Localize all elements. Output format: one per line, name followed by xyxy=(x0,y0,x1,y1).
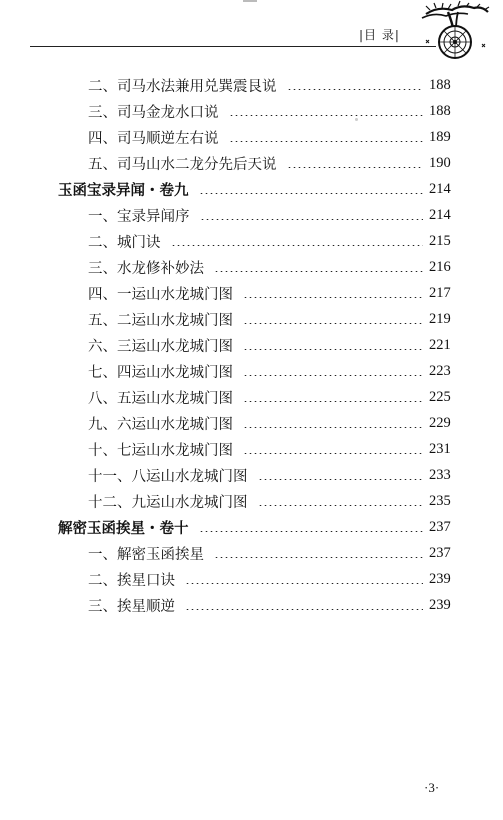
toc-entry-page: 214 xyxy=(429,180,451,197)
toc-entry-page: 233 xyxy=(429,466,451,483)
toc-entry xyxy=(0,202,503,228)
toc-entry xyxy=(0,462,503,488)
dot-leader xyxy=(287,158,424,168)
toc-entry-title: 三、挨星顺逆 xyxy=(88,598,175,615)
dot-leader xyxy=(258,496,424,506)
dot-leader xyxy=(200,210,424,220)
toc-entry-page: 223 xyxy=(429,362,451,379)
toc-entry-page: 214 xyxy=(429,206,451,223)
toc-entry-page: 235 xyxy=(429,492,451,509)
toc-entry-page: 215 xyxy=(429,232,451,249)
toc-entry-page: 231 xyxy=(429,440,451,457)
toc-entry-page: 225 xyxy=(429,388,451,405)
toc-entry xyxy=(0,280,503,306)
dot-leader xyxy=(258,470,424,480)
dot-leader xyxy=(243,366,423,376)
dot-leader xyxy=(199,522,424,532)
scan-smudge xyxy=(355,118,358,121)
toc-section-heading xyxy=(0,514,503,540)
toc-entry xyxy=(0,592,503,618)
toc-entry xyxy=(0,254,503,280)
toc-entry-title: 九、六运山水龙城门图 xyxy=(88,416,233,433)
toc-entry-title: 解密玉函挨星・卷十 xyxy=(58,519,189,537)
dot-leader xyxy=(185,600,423,610)
dot-leader xyxy=(229,106,424,116)
toc-entry-title: 四、司马顺逆左右说 xyxy=(88,130,219,147)
dot-leader xyxy=(243,392,423,402)
toc-entry-page: 219 xyxy=(429,310,451,327)
dot-leader xyxy=(243,418,423,428)
dot-leader xyxy=(214,262,423,272)
toc-entry xyxy=(0,124,503,150)
toc-entry-title: 三、司马金龙水口说 xyxy=(88,104,219,121)
toc-entry xyxy=(0,384,503,410)
toc-entry-title: 十一、八运山水龙城门图 xyxy=(88,468,248,485)
toc-entry-page: 237 xyxy=(429,544,451,561)
dot-leader xyxy=(199,184,424,194)
toc-entry-title: 一、宝录异闻序 xyxy=(88,208,190,225)
dot-leader xyxy=(243,340,423,350)
dot-leader xyxy=(185,574,423,584)
toc-entry-title: 玉函宝录异闻・卷九 xyxy=(58,181,189,199)
toc-entry-title: 八、五运山水龙城门图 xyxy=(88,390,233,407)
toc-entry-page: 188 xyxy=(429,76,451,93)
toc-entry xyxy=(0,72,503,98)
toc-entry-title: 二、司马水法兼用兑巽震艮说 xyxy=(88,78,277,95)
toc-entry xyxy=(0,228,503,254)
toc-entry-page: 188 xyxy=(429,102,451,119)
toc-entry-page: 190 xyxy=(429,154,451,171)
toc-entry xyxy=(0,332,503,358)
toc-entry-page: 239 xyxy=(429,570,451,587)
toc-entry-title: 五、司马山水二龙分先后天说 xyxy=(88,156,277,173)
toc-entry-title: 十二、九运山水龙城门图 xyxy=(88,494,248,511)
toc-entry-page: 216 xyxy=(429,258,451,275)
toc-entry-title: 二、城门诀 xyxy=(88,234,161,251)
toc-entry xyxy=(0,436,503,462)
dot-leader xyxy=(243,444,423,454)
toc-section-heading xyxy=(0,176,503,202)
dot-leader xyxy=(243,314,423,324)
toc-entry-page: 217 xyxy=(429,284,451,301)
toc-entry xyxy=(0,410,503,436)
toc-entry-title: 十、七运山水龙城门图 xyxy=(88,442,233,459)
toc-entry xyxy=(0,150,503,176)
page-number: ·3· xyxy=(424,780,440,795)
toc-entry-title: 四、一运山水龙城门图 xyxy=(88,286,233,303)
toc-entry-page: 237 xyxy=(429,518,451,535)
toc-entry-title: 七、四运山水龙城门图 xyxy=(88,364,233,381)
toc-entry xyxy=(0,540,503,566)
dot-leader xyxy=(287,80,424,90)
toc-entry-title: 三、水龙修补妙法 xyxy=(88,260,204,277)
toc-entry-page: 221 xyxy=(429,336,451,353)
toc-entry-title: 六、三运山水龙城门图 xyxy=(88,338,233,355)
toc-entry xyxy=(0,98,503,124)
toc-entry-page: 189 xyxy=(429,128,451,145)
toc-entry-title: 一、解密玉函挨星 xyxy=(88,546,204,563)
dot-leader xyxy=(243,288,423,298)
running-header: |目 录| xyxy=(359,28,400,42)
toc-entry-title: 二、挨星口诀 xyxy=(88,572,175,589)
toc-entry-page: 229 xyxy=(429,414,451,431)
toc-entry xyxy=(0,306,503,332)
toc-entry-page: 239 xyxy=(429,596,451,613)
toc-entry-title: 五、二运山水龙城门图 xyxy=(88,312,233,329)
toc-entry xyxy=(0,488,503,514)
dot-leader xyxy=(214,548,423,558)
toc-entry xyxy=(0,566,503,592)
toc-entry xyxy=(0,358,503,384)
dot-leader xyxy=(229,132,424,142)
dot-leader xyxy=(171,236,424,246)
